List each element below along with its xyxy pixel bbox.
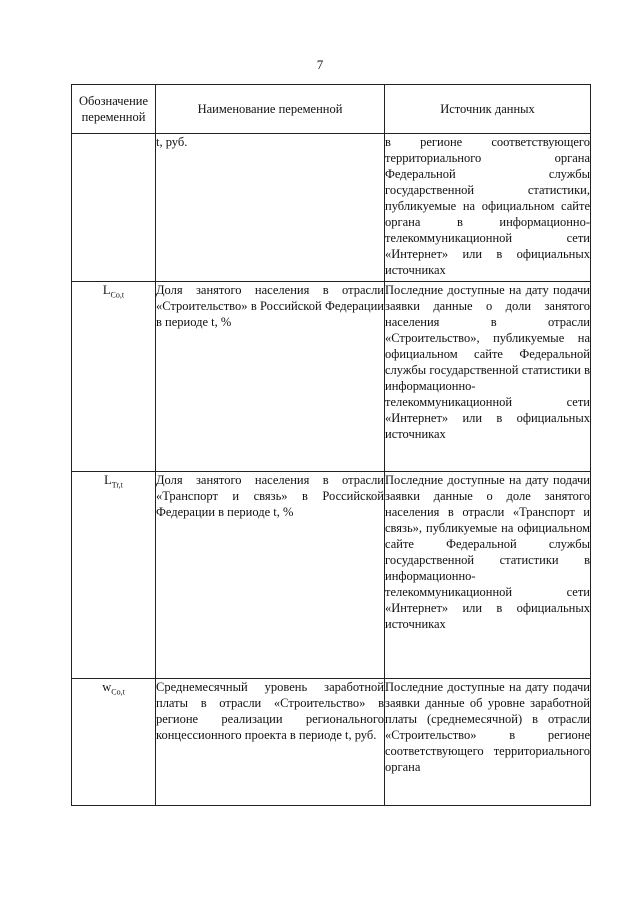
variable-source: Последние доступные на дату подачи заявки данные об уровне заработной платы (среднемесячной) в отрасли «Строительство» в регионе соответствующего территориального органа <box>385 679 591 806</box>
header-data-source: Источник данных <box>385 85 591 134</box>
variable-symbol <box>72 134 156 282</box>
variable-name: Доля занятого населения в отрасли «Строительство» в Российской Федерации в периоде t, % <box>156 282 385 472</box>
variable-source: в регионе соответствующего территориального органа Федеральной службы государственной статистики, публикуемые на официальном сайте органа в информационно-телекоммуникационной сети «Интернет» или в официальных источниках <box>385 134 591 282</box>
variable-source: Последние доступные на дату подачи заявки данные о доле занятого населения в отрасли «Транспорт и связь», публикуемые на официальном сайте Федеральной службы государственной статистики в информационно-телекоммуникационной сети «Интернет» или в официальных источниках <box>385 472 591 679</box>
variable-source: Последние доступные на дату подачи заявки данные о доли занятого населения в отрасли «Строительство», публикуемые на официальном сайте Федеральной службы государственной статистики в информационно-телекоммуникационной сети «Интернет» или в официальных источниках <box>385 282 591 472</box>
variables-table <box>71 84 591 806</box>
header-variable-symbol: Обозначение переменной <box>72 85 156 134</box>
header-variable-name: Наименование переменной <box>156 85 385 134</box>
variable-name: t, руб. <box>156 134 385 282</box>
variable-name: Среднемесячный уровень заработной платы в отрасли «Строительство» в регионе реализации регионального концессионного проекта в периоде t, руб. <box>156 679 385 806</box>
variable-symbol: $w_{Co,t}$ <box>72 679 156 806</box>
table-header-row <box>72 85 591 134</box>
table-row <box>72 282 591 472</box>
variable-symbol: $L_{Co,t}$ <box>72 282 156 472</box>
table-row <box>72 472 591 679</box>
page-number: 7 <box>316 57 324 72</box>
variable-name: Доля занятого населения в отрасли «Транспорт и связь» в Российской Федерации в периоде t, % <box>156 472 385 679</box>
table-row <box>72 679 591 806</box>
variable-symbol: $L_{Tr,t}$ <box>72 472 156 679</box>
table-row <box>72 134 591 282</box>
